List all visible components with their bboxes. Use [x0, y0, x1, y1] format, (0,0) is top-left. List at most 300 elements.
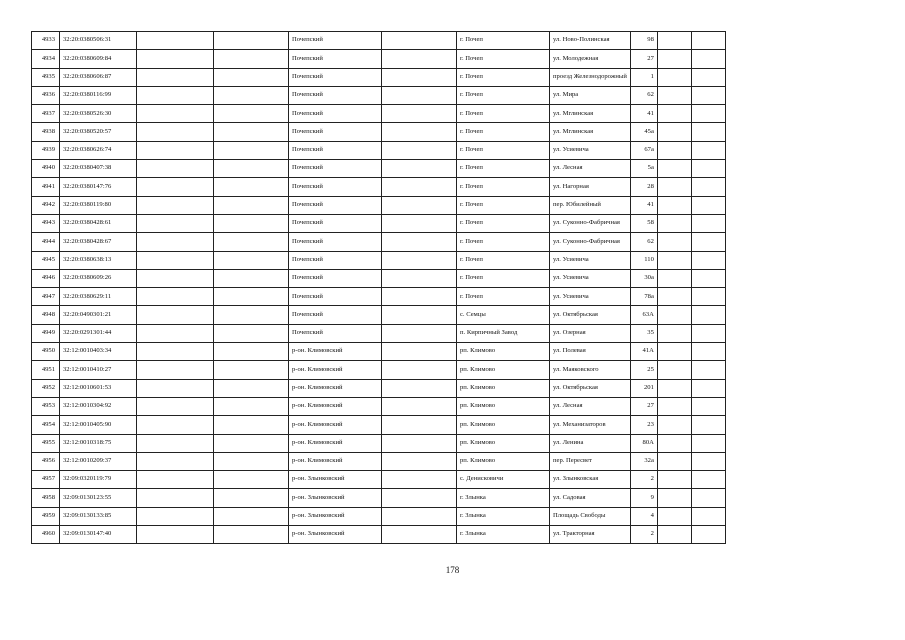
- property-register-table: [31, 31, 726, 544]
- empty-cell: [214, 233, 289, 251]
- cadastral-number-cell: 32:20:0380609:26: [60, 269, 137, 287]
- house-number-cell: 67а: [630, 141, 657, 159]
- empty-cell: [137, 379, 214, 397]
- locality-cell: рп. Климово: [457, 361, 550, 379]
- street-cell: ул. Молодежная: [550, 50, 631, 68]
- house-number-cell: 27: [630, 397, 657, 415]
- locality-cell: г. Почеп: [457, 196, 550, 214]
- empty-cell: [691, 105, 725, 123]
- district-cell: Почепский: [289, 196, 382, 214]
- empty-cell: [657, 434, 691, 452]
- district-cell: Почепский: [289, 214, 382, 232]
- empty-cell: [214, 32, 289, 50]
- district-cell: Почепский: [289, 123, 382, 141]
- locality-cell: г. Почеп: [457, 68, 550, 86]
- cadastral-number-cell: 32:09:0130147:40: [60, 526, 137, 544]
- row-number-cell: 4960: [32, 526, 60, 544]
- empty-cell: [657, 214, 691, 232]
- cadastral-number-cell: 32:09:0130123:55: [60, 489, 137, 507]
- row-number-cell: 4957: [32, 471, 60, 489]
- locality-cell: г. Злынка: [457, 526, 550, 544]
- row-number-cell: 4935: [32, 68, 60, 86]
- table-row: [32, 68, 726, 86]
- empty-cell: [382, 526, 457, 544]
- row-number-cell: 4950: [32, 343, 60, 361]
- empty-cell: [691, 306, 725, 324]
- district-cell: Почепский: [289, 306, 382, 324]
- street-cell: пер. Юбилейный: [550, 196, 631, 214]
- empty-cell: [382, 269, 457, 287]
- house-number-cell: 5а: [630, 160, 657, 178]
- cadastral-number-cell: 32:09:0320119:79: [60, 471, 137, 489]
- district-cell: р-он. Злынковский: [289, 471, 382, 489]
- row-number-cell: 4954: [32, 416, 60, 434]
- locality-cell: г. Почеп: [457, 141, 550, 159]
- district-cell: р-он. Климовский: [289, 434, 382, 452]
- row-number-cell: 4949: [32, 324, 60, 342]
- house-number-cell: 201: [630, 379, 657, 397]
- empty-cell: [137, 397, 214, 415]
- empty-cell: [691, 434, 725, 452]
- empty-cell: [691, 507, 725, 525]
- cadastral-number-cell: 32:20:0380609:84: [60, 50, 137, 68]
- empty-cell: [382, 288, 457, 306]
- locality-cell: г. Почеп: [457, 32, 550, 50]
- street-cell: ул. Маяковского: [550, 361, 631, 379]
- empty-cell: [691, 196, 725, 214]
- empty-cell: [691, 397, 725, 415]
- row-number-cell: 4937: [32, 105, 60, 123]
- empty-cell: [657, 123, 691, 141]
- street-cell: ул. Полевая: [550, 343, 631, 361]
- house-number-cell: 25: [630, 361, 657, 379]
- empty-cell: [691, 324, 725, 342]
- house-number-cell: 30а: [630, 269, 657, 287]
- table-row: [32, 269, 726, 287]
- empty-cell: [214, 123, 289, 141]
- empty-cell: [657, 86, 691, 104]
- empty-cell: [382, 324, 457, 342]
- empty-cell: [657, 105, 691, 123]
- empty-cell: [214, 50, 289, 68]
- empty-cell: [382, 251, 457, 269]
- house-number-cell: 32а: [630, 452, 657, 470]
- row-number-cell: 4948: [32, 306, 60, 324]
- table-row: [32, 214, 726, 232]
- district-cell: Почепский: [289, 251, 382, 269]
- street-cell: ул. Тракторная: [550, 526, 631, 544]
- row-number-cell: 4934: [32, 50, 60, 68]
- empty-cell: [657, 32, 691, 50]
- locality-cell: рп. Климово: [457, 416, 550, 434]
- empty-cell: [137, 32, 214, 50]
- cadastral-number-cell: 32:20:0380629:11: [60, 288, 137, 306]
- street-cell: ул. Садовая: [550, 489, 631, 507]
- empty-cell: [691, 452, 725, 470]
- locality-cell: г. Почеп: [457, 160, 550, 178]
- empty-cell: [382, 452, 457, 470]
- house-number-cell: 110: [630, 251, 657, 269]
- empty-cell: [382, 397, 457, 415]
- table-row: [32, 526, 726, 544]
- empty-cell: [657, 452, 691, 470]
- empty-cell: [137, 123, 214, 141]
- empty-cell: [137, 251, 214, 269]
- cadastral-number-cell: 32:20:0380526:30: [60, 105, 137, 123]
- empty-cell: [382, 105, 457, 123]
- table-row: [32, 86, 726, 104]
- cadastral-number-cell: 32:20:0380638:13: [60, 251, 137, 269]
- empty-cell: [214, 288, 289, 306]
- empty-cell: [691, 233, 725, 251]
- empty-cell: [691, 214, 725, 232]
- locality-cell: г. Почеп: [457, 269, 550, 287]
- empty-cell: [214, 196, 289, 214]
- empty-cell: [137, 288, 214, 306]
- empty-cell: [657, 379, 691, 397]
- empty-cell: [214, 306, 289, 324]
- district-cell: Почепский: [289, 160, 382, 178]
- empty-cell: [657, 68, 691, 86]
- street-cell: ул. Октябрьская: [550, 379, 631, 397]
- street-cell: ул. Мира: [550, 86, 631, 104]
- empty-cell: [691, 160, 725, 178]
- street-cell: ул. Усиевича: [550, 269, 631, 287]
- locality-cell: г. Почеп: [457, 233, 550, 251]
- empty-cell: [137, 471, 214, 489]
- cadastral-number-cell: 32:20:0380606:87: [60, 68, 137, 86]
- table-row: [32, 178, 726, 196]
- cadastral-number-cell: 32:12:0010304:92: [60, 397, 137, 415]
- house-number-cell: 80А: [630, 434, 657, 452]
- district-cell: р-он. Климовский: [289, 361, 382, 379]
- empty-cell: [214, 361, 289, 379]
- district-cell: Почепский: [289, 50, 382, 68]
- district-cell: Почепский: [289, 269, 382, 287]
- empty-cell: [214, 526, 289, 544]
- street-cell: ул. Механизаторов: [550, 416, 631, 434]
- locality-cell: г. Почеп: [457, 50, 550, 68]
- empty-cell: [691, 141, 725, 159]
- empty-cell: [691, 489, 725, 507]
- house-number-cell: 1: [630, 68, 657, 86]
- empty-cell: [382, 507, 457, 525]
- row-number-cell: 4958: [32, 489, 60, 507]
- empty-cell: [657, 526, 691, 544]
- empty-cell: [382, 86, 457, 104]
- empty-cell: [214, 416, 289, 434]
- street-cell: ул. Нагорная: [550, 178, 631, 196]
- empty-cell: [691, 251, 725, 269]
- table-row: [32, 196, 726, 214]
- street-cell: пер. Пересвет: [550, 452, 631, 470]
- empty-cell: [137, 233, 214, 251]
- locality-cell: г. Почеп: [457, 123, 550, 141]
- district-cell: Почепский: [289, 32, 382, 50]
- locality-cell: г. Почеп: [457, 178, 550, 196]
- empty-cell: [691, 288, 725, 306]
- district-cell: р-он. Климовский: [289, 343, 382, 361]
- row-number-cell: 4938: [32, 123, 60, 141]
- house-number-cell: 41: [630, 196, 657, 214]
- empty-cell: [691, 50, 725, 68]
- street-cell: ул. Лесная: [550, 160, 631, 178]
- street-cell: ул. Ленина: [550, 434, 631, 452]
- house-number-cell: 41: [630, 105, 657, 123]
- house-number-cell: 98: [630, 32, 657, 50]
- street-cell: ул. Ново-Полинская: [550, 32, 631, 50]
- empty-cell: [214, 489, 289, 507]
- empty-cell: [137, 306, 214, 324]
- table-row: [32, 324, 726, 342]
- table-row: [32, 160, 726, 178]
- locality-cell: г. Почеп: [457, 288, 550, 306]
- empty-cell: [657, 507, 691, 525]
- empty-cell: [137, 178, 214, 196]
- empty-cell: [137, 526, 214, 544]
- empty-cell: [657, 324, 691, 342]
- locality-cell: г. Почеп: [457, 105, 550, 123]
- table-row: [32, 105, 726, 123]
- house-number-cell: 23: [630, 416, 657, 434]
- street-cell: ул. Октябрьская: [550, 306, 631, 324]
- district-cell: р-он. Злынковский: [289, 507, 382, 525]
- table-body: [32, 32, 726, 544]
- table-row: [32, 123, 726, 141]
- empty-cell: [657, 141, 691, 159]
- house-number-cell: 62: [630, 86, 657, 104]
- cadastral-number-cell: 32:20:0380428:67: [60, 233, 137, 251]
- empty-cell: [214, 397, 289, 415]
- empty-cell: [691, 86, 725, 104]
- empty-cell: [691, 379, 725, 397]
- table-row: [32, 306, 726, 324]
- empty-cell: [382, 416, 457, 434]
- district-cell: Почепский: [289, 178, 382, 196]
- empty-cell: [691, 32, 725, 50]
- empty-cell: [214, 379, 289, 397]
- empty-cell: [214, 507, 289, 525]
- row-number-cell: 4953: [32, 397, 60, 415]
- empty-cell: [657, 269, 691, 287]
- empty-cell: [657, 160, 691, 178]
- row-number-cell: 4943: [32, 214, 60, 232]
- empty-cell: [382, 489, 457, 507]
- empty-cell: [657, 343, 691, 361]
- locality-cell: г. Почеп: [457, 251, 550, 269]
- empty-cell: [214, 251, 289, 269]
- locality-cell: рп. Климово: [457, 343, 550, 361]
- table-row: [32, 434, 726, 452]
- street-cell: ул. Мглинская: [550, 105, 631, 123]
- street-cell: ул. Лесная: [550, 397, 631, 415]
- empty-cell: [657, 50, 691, 68]
- empty-cell: [691, 269, 725, 287]
- cadastral-number-cell: 32:12:0010405:90: [60, 416, 137, 434]
- empty-cell: [382, 141, 457, 159]
- empty-cell: [214, 160, 289, 178]
- cadastral-number-cell: 32:09:0130133:85: [60, 507, 137, 525]
- table-row: [32, 507, 726, 525]
- locality-cell: п. Кирпичный Завод: [457, 324, 550, 342]
- empty-cell: [137, 214, 214, 232]
- table-row: [32, 50, 726, 68]
- empty-cell: [214, 86, 289, 104]
- table-row: [32, 397, 726, 415]
- empty-cell: [382, 123, 457, 141]
- table-row: [32, 288, 726, 306]
- locality-cell: г. Злынка: [457, 507, 550, 525]
- empty-cell: [657, 196, 691, 214]
- house-number-cell: 58: [630, 214, 657, 232]
- cadastral-number-cell: 32:12:0010209:37: [60, 452, 137, 470]
- cadastral-number-cell: 32:12:0010410:27: [60, 361, 137, 379]
- table-row: [32, 251, 726, 269]
- row-number-cell: 4951: [32, 361, 60, 379]
- empty-cell: [382, 160, 457, 178]
- row-number-cell: 4933: [32, 32, 60, 50]
- table-row: [32, 32, 726, 50]
- district-cell: Почепский: [289, 141, 382, 159]
- district-cell: Почепский: [289, 105, 382, 123]
- row-number-cell: 4942: [32, 196, 60, 214]
- empty-cell: [657, 288, 691, 306]
- cadastral-number-cell: 32:12:0010403:34: [60, 343, 137, 361]
- row-number-cell: 4944: [32, 233, 60, 251]
- empty-cell: [214, 141, 289, 159]
- district-cell: р-он. Злынковский: [289, 489, 382, 507]
- cadastral-number-cell: 32:20:0380506:31: [60, 32, 137, 50]
- house-number-cell: 41А: [630, 343, 657, 361]
- locality-cell: рп. Климово: [457, 452, 550, 470]
- cadastral-number-cell: 32:20:0380428:61: [60, 214, 137, 232]
- empty-cell: [137, 269, 214, 287]
- empty-cell: [657, 178, 691, 196]
- empty-cell: [382, 68, 457, 86]
- house-number-cell: 35: [630, 324, 657, 342]
- district-cell: р-он. Климовский: [289, 379, 382, 397]
- table-row: [32, 452, 726, 470]
- empty-cell: [214, 343, 289, 361]
- house-number-cell: 9: [630, 489, 657, 507]
- house-number-cell: 4: [630, 507, 657, 525]
- table-row: [32, 489, 726, 507]
- row-number-cell: 4946: [32, 269, 60, 287]
- locality-cell: рп. Климово: [457, 434, 550, 452]
- row-number-cell: 4947: [32, 288, 60, 306]
- locality-cell: г. Почеп: [457, 214, 550, 232]
- district-cell: Почепский: [289, 288, 382, 306]
- empty-cell: [691, 526, 725, 544]
- district-cell: р-он. Климовский: [289, 397, 382, 415]
- empty-cell: [657, 233, 691, 251]
- empty-cell: [137, 452, 214, 470]
- street-cell: ул. Усиевича: [550, 288, 631, 306]
- empty-cell: [137, 141, 214, 159]
- row-number-cell: 4936: [32, 86, 60, 104]
- street-cell: ул. Озерная: [550, 324, 631, 342]
- empty-cell: [382, 471, 457, 489]
- empty-cell: [657, 251, 691, 269]
- empty-cell: [137, 324, 214, 342]
- street-cell: Площадь Свободы: [550, 507, 631, 525]
- cadastral-number-cell: 32:20:0380147:76: [60, 178, 137, 196]
- locality-cell: рп. Климово: [457, 379, 550, 397]
- row-number-cell: 4959: [32, 507, 60, 525]
- empty-cell: [691, 416, 725, 434]
- house-number-cell: 45а: [630, 123, 657, 141]
- cadastral-number-cell: 32:20:0380116:99: [60, 86, 137, 104]
- street-cell: ул. Мглинская: [550, 123, 631, 141]
- district-cell: Почепский: [289, 86, 382, 104]
- empty-cell: [382, 361, 457, 379]
- empty-cell: [382, 32, 457, 50]
- cadastral-number-cell: 32:20:0380119:80: [60, 196, 137, 214]
- empty-cell: [691, 343, 725, 361]
- empty-cell: [382, 50, 457, 68]
- empty-cell: [691, 68, 725, 86]
- house-number-cell: 27: [630, 50, 657, 68]
- table-row: [32, 361, 726, 379]
- empty-cell: [214, 452, 289, 470]
- cadastral-number-cell: 32:12:0010601:53: [60, 379, 137, 397]
- empty-cell: [657, 361, 691, 379]
- district-cell: Почепский: [289, 233, 382, 251]
- empty-cell: [691, 123, 725, 141]
- cadastral-number-cell: 32:20:0380520:57: [60, 123, 137, 141]
- empty-cell: [137, 434, 214, 452]
- row-number-cell: 4939: [32, 141, 60, 159]
- cadastral-number-cell: 32:20:0490301:21: [60, 306, 137, 324]
- house-number-cell: 78а: [630, 288, 657, 306]
- empty-cell: [214, 471, 289, 489]
- locality-cell: рп. Климово: [457, 397, 550, 415]
- table-row: [32, 343, 726, 361]
- row-number-cell: 4945: [32, 251, 60, 269]
- district-cell: Почепский: [289, 324, 382, 342]
- row-number-cell: 4941: [32, 178, 60, 196]
- row-number-cell: 4956: [32, 452, 60, 470]
- row-number-cell: 4952: [32, 379, 60, 397]
- empty-cell: [137, 196, 214, 214]
- street-cell: ул. Суконно-Фабричная: [550, 233, 631, 251]
- street-cell: ул. Усиевича: [550, 141, 631, 159]
- empty-cell: [137, 105, 214, 123]
- table-row: [32, 379, 726, 397]
- empty-cell: [137, 489, 214, 507]
- house-number-cell: 63А: [630, 306, 657, 324]
- empty-cell: [137, 68, 214, 86]
- district-cell: Почепский: [289, 68, 382, 86]
- row-number-cell: 4940: [32, 160, 60, 178]
- cadastral-number-cell: 32:12:0010318:75: [60, 434, 137, 452]
- empty-cell: [214, 105, 289, 123]
- empty-cell: [382, 196, 457, 214]
- page-number: 178: [445, 565, 460, 575]
- row-number-cell: 4955: [32, 434, 60, 452]
- district-cell: р-он. Климовский: [289, 416, 382, 434]
- house-number-cell: 28: [630, 178, 657, 196]
- empty-cell: [214, 269, 289, 287]
- cadastral-number-cell: 32:20:0380626:74: [60, 141, 137, 159]
- cadastral-number-cell: 32:20:0380407:38: [60, 160, 137, 178]
- empty-cell: [382, 214, 457, 232]
- empty-cell: [382, 343, 457, 361]
- empty-cell: [691, 361, 725, 379]
- empty-cell: [214, 178, 289, 196]
- empty-cell: [382, 306, 457, 324]
- empty-cell: [657, 416, 691, 434]
